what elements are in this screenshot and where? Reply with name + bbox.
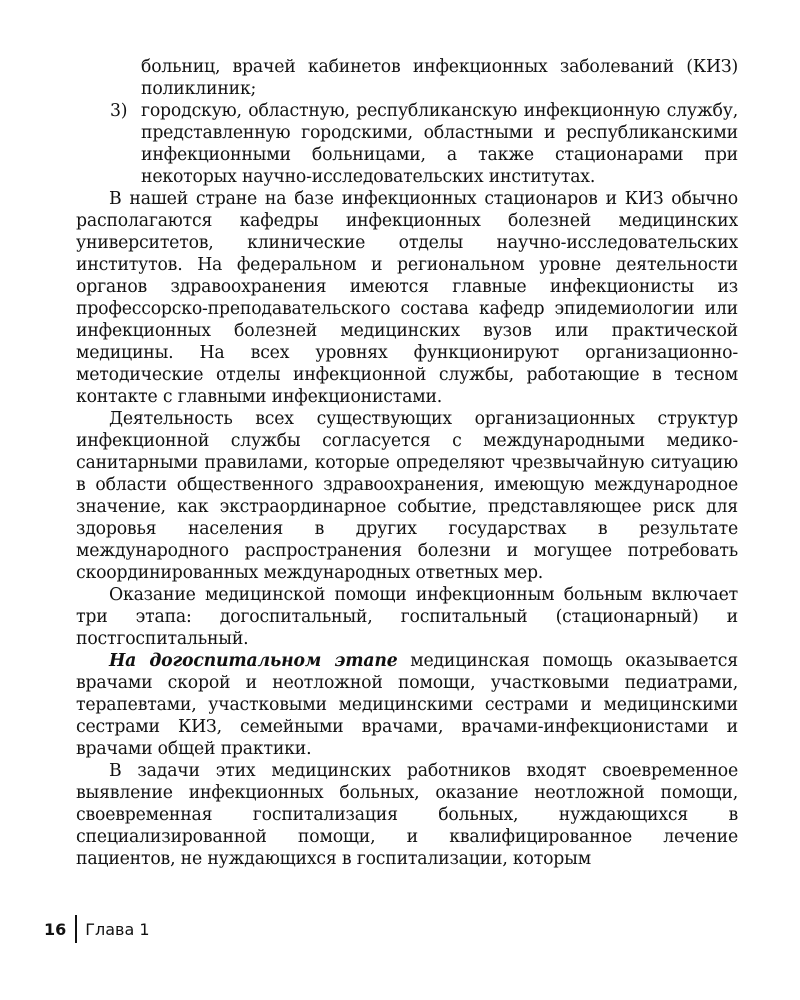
chapter-label: Глава 1	[85, 919, 150, 939]
page-text	[76, 56, 738, 870]
page-footer	[44, 915, 150, 943]
paragraph-4	[76, 650, 738, 760]
list-marker: 3)	[110, 101, 128, 121]
paragraph-3: Оказание медицинской помощи инфекционным больным включает три этапа: догоспитальный, госпитальный (стационарный) и постгоспитальный.	[76, 585, 738, 649]
list-continuation	[76, 56, 738, 100]
list-item-text: городскую, областную, республиканскую инфекционную службу, представленную городскими, областными и республиканскими инфекционными больницами, а также стационарами при некоторых научно-исследовательских институтах.	[141, 101, 738, 187]
paragraph-2: Деятельность всех существующих организационных структур инфекционной службы согласуется с международными медико-санитарными правилами, которые определяют чрезвычайную ситуацию в области общественного здравоохранения, имеющую международное значение, как экстраординарное событие, представляющее риск для здоровья населения в других государствах в результате международного распространения болезни и могущее потребовать скоординированных международных ответных мер.	[76, 409, 738, 583]
list-item-3	[76, 100, 738, 188]
paragraph-4-text: медицинская помощь оказывается врачами скорой и неотложной помощи, участковыми педиатрами, терапевтами, участковыми медицинскими сестрами и медицинскими сестрами КИЗ, семейными врачами, врачами-инфекционистами и врачами общей практики.	[76, 651, 738, 759]
list-continuation-text: больниц, врачей кабинетов инфекционных заболеваний (КИЗ) поликлиник;	[141, 57, 738, 99]
page-number: 16	[44, 919, 67, 939]
paragraph-1: В нашей стране на базе инфекционных стационаров и КИЗ обычно располагаются кафедры инфекционных болезней медицинских университетов, клинические отделы научно-исследовательских институтов. На федеральном и региональном уровне деятельности органов здравоохранения имеются главные инфекционисты из профессорско-преподавательского состава кафедр эпидемиологии или инфекционных болезней медицинских вузов или практической медицины. На всех уровнях функционируют организационно-методические отделы инфекционной службы, работающие в тесном контакте с главными инфекционистами.	[76, 189, 738, 407]
paragraph-5: В задачи этих медицинских работников входят своевременное выявление инфекционных больных, оказание неотложной помощи, своевременная госпитализация больных, нуждающихся в специализированной помощи, и квалифицированное лечение пациентов, не нуждающихся в госпитализации, которым	[76, 761, 738, 869]
footer-divider	[75, 915, 77, 943]
paragraph-4-lead: На догоспитальном этапе	[109, 651, 398, 671]
